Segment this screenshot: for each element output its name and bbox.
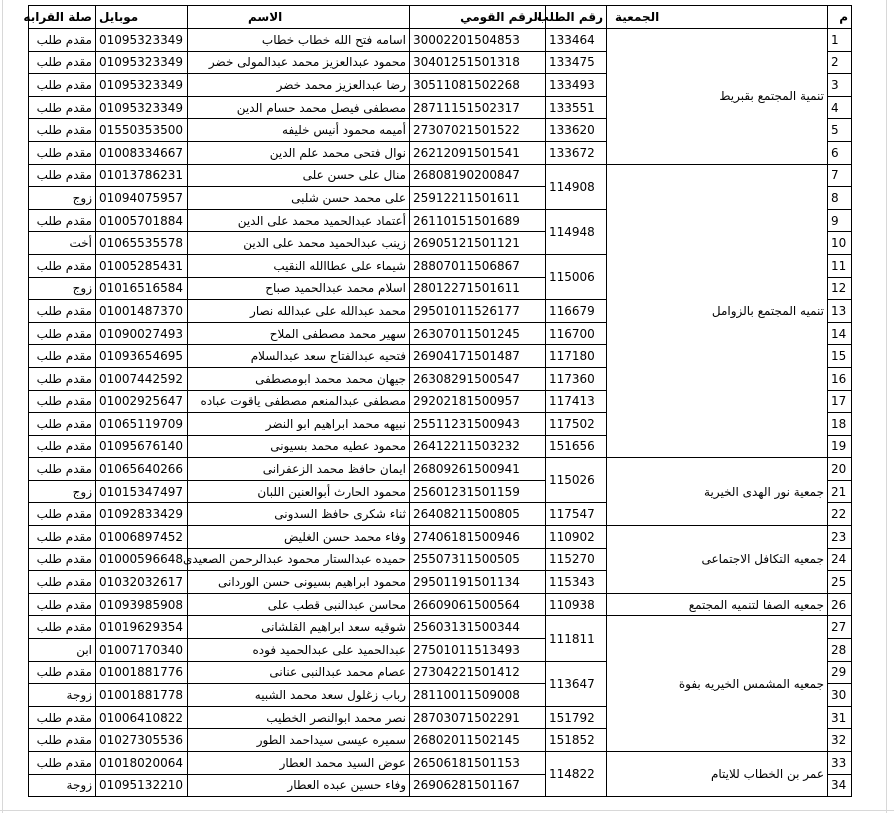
row-index-cell: 4: [828, 96, 852, 119]
name-cell: مصطفى عبدالمنعم مصطفى ياقوت عباده: [188, 390, 410, 413]
relation-cell: مقدم طلب: [29, 526, 96, 549]
national-id-cell: 25603131500344: [410, 616, 546, 639]
association-cell: جمعيه التكافل الاجتماعى: [607, 526, 828, 594]
row-index-cell: 10: [828, 232, 852, 255]
mobile-cell: 01002925647: [96, 390, 188, 413]
table-row: [29, 29, 852, 52]
name-cell: فتحيه عبدالفتاح سعد عبدالسلام: [188, 345, 410, 368]
request-number-cell: 151656: [546, 435, 607, 458]
header-national-id: الرقم القومي: [410, 6, 546, 29]
mobile-cell: 01001881776: [96, 661, 188, 684]
national-id-cell: 26809261500941: [410, 458, 546, 481]
relation-cell: مقدم طلب: [29, 141, 96, 164]
national-id-cell: 28711151502317: [410, 96, 546, 119]
row-index-cell: 9: [828, 209, 852, 232]
relation-cell: مقدم طلب: [29, 300, 96, 323]
national-id-cell: 29501191501134: [410, 571, 546, 594]
name-cell: نوال فتحى محمد علم الدين: [188, 141, 410, 164]
name-cell: عبدالحميد على عبدالحميد فوده: [188, 639, 410, 662]
association-cell: جمعية نور الهدى الخيرية: [607, 458, 828, 526]
name-cell: نبيهه محمد ابراهيم ابو النضر: [188, 413, 410, 436]
national-id-cell: 27501011513493: [410, 639, 546, 662]
page-right-border: [886, 0, 887, 813]
national-id-cell: 26904171501487: [410, 345, 546, 368]
request-number-cell: 114908: [546, 164, 607, 209]
row-index-cell: 22: [828, 503, 852, 526]
association-cell: تنميه المجتمع بالزوامل: [607, 164, 828, 458]
table-row: [29, 593, 852, 616]
relation-cell: زوجة: [29, 774, 96, 797]
mobile-cell: 01016516584: [96, 277, 188, 300]
request-number-cell: 115026: [546, 458, 607, 503]
table-body: [29, 29, 852, 797]
name-cell: سميره عيسى سيداحمد الطور: [188, 729, 410, 752]
mobile-cell: 01000596648: [96, 548, 188, 571]
relation-cell: زوج: [29, 187, 96, 210]
national-id-cell: 26408211500805: [410, 503, 546, 526]
name-cell: اسلام محمد عبدالحميد صباح: [188, 277, 410, 300]
national-id-cell: 25511231500943: [410, 413, 546, 436]
mobile-cell: 01090027493: [96, 322, 188, 345]
request-number-cell: 111811: [546, 616, 607, 661]
relation-cell: مقدم طلب: [29, 51, 96, 74]
row-index-cell: 23: [828, 526, 852, 549]
national-id-cell: 25601231501159: [410, 480, 546, 503]
name-cell: محمود عبدالعزيز محمد عبدالمولى خضر: [188, 51, 410, 74]
request-number-cell: 133672: [546, 141, 607, 164]
mobile-cell: 01007442592: [96, 367, 188, 390]
row-index-cell: 14: [828, 322, 852, 345]
row-index-cell: 24: [828, 548, 852, 571]
page-left-border: [2, 0, 3, 813]
mobile-cell: 01006410822: [96, 706, 188, 729]
national-id-cell: 26906281501167: [410, 774, 546, 797]
row-index-cell: 1: [828, 29, 852, 52]
mobile-cell: 01095323349: [96, 51, 188, 74]
national-id-cell: 27307021501522: [410, 119, 546, 142]
row-index-cell: 21: [828, 480, 852, 503]
row-index-cell: 11: [828, 254, 852, 277]
name-cell: أميمه محمود أنيس خليفه: [188, 119, 410, 142]
request-number-cell: 115343: [546, 571, 607, 594]
row-index-cell: 30: [828, 684, 852, 707]
request-number-cell: 117502: [546, 413, 607, 436]
request-number-cell: 133551: [546, 96, 607, 119]
name-cell: منال على حسن على: [188, 164, 410, 187]
name-cell: مصطفى فيصل محمد حسام الدين: [188, 96, 410, 119]
row-index-cell: 26: [828, 593, 852, 616]
name-cell: شيماء على عطاالله النقيب: [188, 254, 410, 277]
mobile-cell: 01007170340: [96, 639, 188, 662]
relation-cell: مقدم طلب: [29, 593, 96, 616]
header-request-no: رقم الطلب: [546, 6, 607, 29]
name-cell: محاسن عبدالنبى قطب على: [188, 593, 410, 616]
mobile-cell: 01013786231: [96, 164, 188, 187]
relation-cell: مقدم طلب: [29, 435, 96, 458]
table-row: [29, 164, 852, 187]
relation-cell: مقدم طلب: [29, 571, 96, 594]
relation-cell: مقدم طلب: [29, 74, 96, 97]
relation-cell: مقدم طلب: [29, 119, 96, 142]
request-number-cell: 133475: [546, 51, 607, 74]
relation-cell: زوج: [29, 480, 96, 503]
header-association: الجمعية: [607, 6, 828, 29]
header-mobile: موبايل: [96, 6, 188, 29]
national-id-cell: 28703071502291: [410, 706, 546, 729]
mobile-cell: 01093985908: [96, 593, 188, 616]
relation-cell: مقدم طلب: [29, 209, 96, 232]
row-index-cell: 8: [828, 187, 852, 210]
national-id-cell: 26905121501121: [410, 232, 546, 255]
request-number-cell: 114948: [546, 209, 607, 254]
national-id-cell: 26412211503232: [410, 435, 546, 458]
row-index-cell: 20: [828, 458, 852, 481]
row-index-cell: 16: [828, 367, 852, 390]
name-cell: اسامه فتح الله خطاب خطاب: [188, 29, 410, 52]
request-number-cell: 110938: [546, 593, 607, 616]
relation-cell: مقدم طلب: [29, 29, 96, 52]
national-id-cell: 26308291500547: [410, 367, 546, 390]
row-index-cell: 7: [828, 164, 852, 187]
relation-cell: مقدم طلب: [29, 752, 96, 775]
request-number-cell: 116700: [546, 322, 607, 345]
national-id-cell: 30002201504853: [410, 29, 546, 52]
row-index-cell: 15: [828, 345, 852, 368]
mobile-cell: 01095132210: [96, 774, 188, 797]
relation-cell: أخت: [29, 232, 96, 255]
mobile-cell: 01001487370: [96, 300, 188, 323]
request-number-cell: 114822: [546, 752, 607, 797]
mobile-cell: 01005701884: [96, 209, 188, 232]
request-number-cell: 133493: [546, 74, 607, 97]
national-id-cell: 26802011502145: [410, 729, 546, 752]
row-index-cell: 28: [828, 639, 852, 662]
national-id-cell: 25912211501611: [410, 187, 546, 210]
association-cell: تنمية المجتمع بقبريط: [607, 29, 828, 165]
relation-cell: مقدم طلب: [29, 616, 96, 639]
header-row: [29, 6, 852, 29]
name-cell: محمود ابراهيم بسيونى حسن الوردانى: [188, 571, 410, 594]
name-cell: عوض السيد محمد العطار: [188, 752, 410, 775]
header-idx: م: [828, 6, 852, 29]
mobile-cell: 01095323349: [96, 74, 188, 97]
name-cell: ثناء شكرى حافظ السدونى: [188, 503, 410, 526]
request-number-cell: 151792: [546, 706, 607, 729]
relation-cell: مقدم طلب: [29, 458, 96, 481]
relation-cell: زوج: [29, 277, 96, 300]
request-number-cell: 117180: [546, 345, 607, 368]
name-cell: محمود عطيه محمد بسيونى: [188, 435, 410, 458]
relation-cell: زوجة: [29, 684, 96, 707]
mobile-cell: 01006897452: [96, 526, 188, 549]
request-number-cell: 133464: [546, 29, 607, 52]
mobile-cell: 01550353500: [96, 119, 188, 142]
association-cell: جمعيه الصفا لتنميه المجتمع: [607, 593, 828, 616]
request-number-cell: 116679: [546, 300, 607, 323]
relation-cell: مقدم طلب: [29, 548, 96, 571]
relation-cell: مقدم طلب: [29, 345, 96, 368]
row-index-cell: 32: [828, 729, 852, 752]
row-index-cell: 13: [828, 300, 852, 323]
national-id-cell: 27304221501412: [410, 661, 546, 684]
national-id-cell: 26307011501245: [410, 322, 546, 345]
national-id-cell: 30401251501318: [410, 51, 546, 74]
mobile-cell: 01008334667: [96, 141, 188, 164]
request-number-cell: 115270: [546, 548, 607, 571]
header-relation: صلة القرابه: [29, 6, 96, 29]
table-row: [29, 616, 852, 639]
row-index-cell: 2: [828, 51, 852, 74]
name-cell: سهير محمد مصطفى الملاح: [188, 322, 410, 345]
request-number-cell: 117547: [546, 503, 607, 526]
national-id-cell: 29202181500957: [410, 390, 546, 413]
mobile-cell: 01027305536: [96, 729, 188, 752]
relation-cell: مقدم طلب: [29, 96, 96, 119]
relation-cell: مقدم طلب: [29, 164, 96, 187]
request-number-cell: 151852: [546, 729, 607, 752]
national-id-cell: 26506181501153: [410, 752, 546, 775]
row-index-cell: 3: [828, 74, 852, 97]
national-id-cell: 27406181500946: [410, 526, 546, 549]
relation-cell: مقدم طلب: [29, 390, 96, 413]
mobile-cell: 01092833429: [96, 503, 188, 526]
name-cell: ايمان حافظ محمد الزعفرانى: [188, 458, 410, 481]
row-index-cell: 33: [828, 752, 852, 775]
national-id-cell: 26110151501689: [410, 209, 546, 232]
national-id-cell: 29501011526177: [410, 300, 546, 323]
name-cell: محمد عبدالله على عبدالله نصار: [188, 300, 410, 323]
national-id-cell: 28110011509008: [410, 684, 546, 707]
name-cell: رضا عبدالعزيز محمد خضر: [188, 74, 410, 97]
beneficiaries-table: [23, 5, 852, 797]
mobile-cell: 01095676140: [96, 435, 188, 458]
request-number-cell: 115006: [546, 254, 607, 299]
name-cell: أعتماد عبدالحميد محمد على الدين: [188, 209, 410, 232]
national-id-cell: 26808190200847: [410, 164, 546, 187]
mobile-cell: 01018020064: [96, 752, 188, 775]
row-index-cell: 12: [828, 277, 852, 300]
mobile-cell: 01005285431: [96, 254, 188, 277]
mobile-cell: 01015347497: [96, 480, 188, 503]
table-row: [29, 526, 852, 549]
mobile-cell: 01065640266: [96, 458, 188, 481]
name-cell: شوقيه سعد ابراهيم القلشانى: [188, 616, 410, 639]
name-cell: على محمد حسن شلبى: [188, 187, 410, 210]
name-cell: زينب عبدالحميد محمد على الدين: [188, 232, 410, 255]
relation-cell: مقدم طلب: [29, 729, 96, 752]
name-cell: رباب زغلول سعد محمد الشبيه: [188, 684, 410, 707]
row-index-cell: 29: [828, 661, 852, 684]
national-id-cell: 30511081502268: [410, 74, 546, 97]
mobile-cell: 01065119709: [96, 413, 188, 436]
request-number-cell: 110902: [546, 526, 607, 549]
name-cell: نصر محمد ابوالنصر الخطيب: [188, 706, 410, 729]
row-index-cell: 31: [828, 706, 852, 729]
request-number-cell: 117360: [546, 367, 607, 390]
mobile-cell: 01065535578: [96, 232, 188, 255]
national-id-cell: 25507311500505: [410, 548, 546, 571]
row-index-cell: 5: [828, 119, 852, 142]
mobile-cell: 01093654695: [96, 345, 188, 368]
national-id-cell: 26212091501541: [410, 141, 546, 164]
row-index-cell: 25: [828, 571, 852, 594]
mobile-cell: 01019629354: [96, 616, 188, 639]
name-cell: عصام محمد عبدالنبى عنانى: [188, 661, 410, 684]
national-id-cell: 28807011506867: [410, 254, 546, 277]
row-index-cell: 17: [828, 390, 852, 413]
row-index-cell: 18: [828, 413, 852, 436]
relation-cell: مقدم طلب: [29, 706, 96, 729]
row-index-cell: 6: [828, 141, 852, 164]
mobile-cell: 01001881778: [96, 684, 188, 707]
table-row: [29, 752, 852, 775]
relation-cell: مقدم طلب: [29, 661, 96, 684]
header-name: الاسم: [188, 6, 410, 29]
association-cell: عمر بن الخطاب للايتام: [607, 752, 828, 797]
name-cell: جيهان محمد محمد ابومصطفى: [188, 367, 410, 390]
mobile-cell: 01094075957: [96, 187, 188, 210]
national-id-cell: 26609061500564: [410, 593, 546, 616]
name-cell: وفاء محمد حسن الغليض: [188, 526, 410, 549]
mobile-cell: 01095323349: [96, 29, 188, 52]
name-cell: محمود الحارث أبوالعنين اللبان: [188, 480, 410, 503]
request-number-cell: 117413: [546, 390, 607, 413]
relation-cell: ابن: [29, 639, 96, 662]
relation-cell: مقدم طلب: [29, 322, 96, 345]
mobile-cell: 01095323349: [96, 96, 188, 119]
row-index-cell: 27: [828, 616, 852, 639]
row-index-cell: 34: [828, 774, 852, 797]
mobile-cell: 01032032617: [96, 571, 188, 594]
relation-cell: مقدم طلب: [29, 413, 96, 436]
name-cell: وفاء حسين عبده العطار: [188, 774, 410, 797]
request-number-cell: 133620: [546, 119, 607, 142]
request-number-cell: 113647: [546, 661, 607, 706]
row-index-cell: 19: [828, 435, 852, 458]
relation-cell: مقدم طلب: [29, 503, 96, 526]
table-row: [29, 458, 852, 481]
page-bottom-border: [0, 810, 894, 811]
association-cell: جمعيه المشمس الخيريه بفوة: [607, 616, 828, 752]
name-cell: حميده عبدالستار محمود عبدالرحمن الصعيدى: [188, 548, 410, 571]
national-id-cell: 28012271501611: [410, 277, 546, 300]
relation-cell: مقدم طلب: [29, 254, 96, 277]
relation-cell: مقدم طلب: [29, 367, 96, 390]
